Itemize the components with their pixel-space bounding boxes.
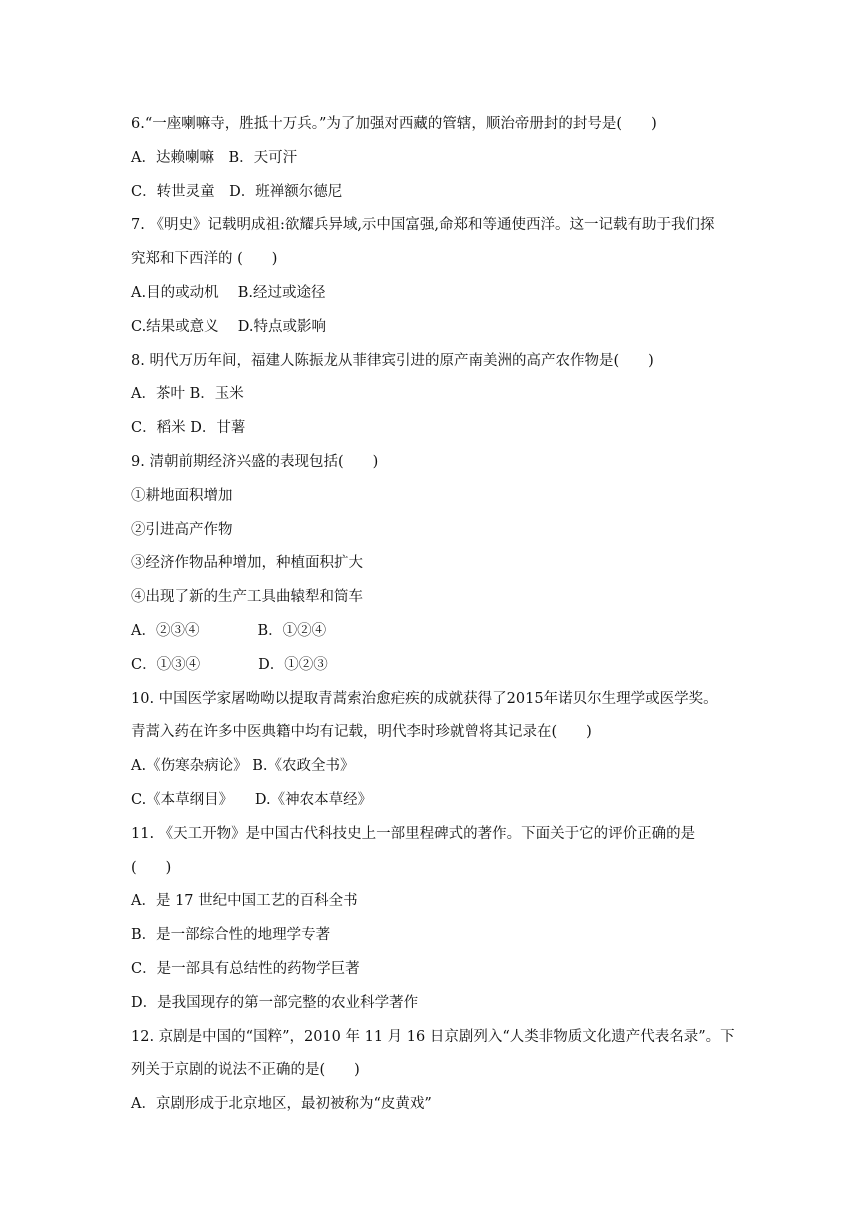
q8-options-ab: A．茶叶 B．玉米	[131, 386, 244, 403]
q9-item-2: ②引进高产作物	[131, 521, 233, 538]
q9-stem: 9. 清朝前期经济兴盛的表现包括( )	[131, 453, 379, 470]
q7-options-ab: A.目的或动机 B.经过或途径	[131, 284, 326, 301]
q9-item-4: ④出现了新的生产工具曲辕犁和筒车	[131, 589, 363, 606]
q12-stem-line2: 列关于京剧的说法不正确的是( )	[131, 1062, 360, 1079]
q7-stem-line2: 究郑和下西洋的 ( )	[131, 251, 278, 268]
q9-item-3: ③经济作物品种增加，种植面积扩大	[131, 555, 363, 572]
q12-stem-line1: 12. 京剧是中国的“国粹”，2010 年 11 月 16 日京剧列入“人类非物质文化遗产代表名录”。下	[131, 1028, 735, 1045]
q9-item-1: ①耕地面积增加	[131, 487, 233, 504]
q7-options-cd: C.结果或意义 D.特点或影响	[131, 318, 327, 335]
q9-options-cd: C．①③④ D．①②③	[131, 656, 328, 673]
q6-stem: 6.“一座喇嘛寺，胜抵十万兵。”为了加强对西藏的管辖，顺治帝册封的封号是( )	[131, 116, 657, 132]
q11-option-a: A．是 17 世纪中国工艺的百科全书	[131, 893, 358, 910]
q11-stem-line1: 11. 《天工开物》是中国古代科技史上一部里程碑式的著作。下面关于它的评价正确的是	[131, 825, 696, 842]
q8-options-cd: C．稻米 D．甘薯	[131, 420, 246, 437]
q10-stem-line1: 10. 中国医学家屠呦呦以提取青蒿索治愈疟疾的成就获得了2015年诺贝尔生理学或医学奖。	[131, 690, 718, 707]
q8-stem: 8. 明代万历年间，福建人陈振龙从菲律宾引进的原产南美洲的高产农作物是( )	[131, 352, 654, 369]
q10-options-cd: C.《本草纲目》 D.《神农本草经》	[131, 791, 373, 808]
q6-options-cd: C．转世灵童 D．班禅额尔德尼	[131, 183, 343, 200]
q11-option-d: D．是我国现存的第一部完整的农业科学著作	[131, 994, 419, 1011]
q11-stem-line2: ( )	[131, 859, 172, 876]
q10-options-ab: A.《伤寒杂病论》 B.《农政全书》	[131, 758, 355, 775]
q10-stem-line2: 青蒿入药在许多中医典籍中均有记载，明代李时珍就曾将其记录在( )	[131, 724, 592, 741]
question-text	[131, 108, 741, 1122]
q7-stem-line1: 7. 《明史》记载明成祖:欲耀兵异域,示中国富强,命郑和等通使西洋。这一记载有助于我们探	[131, 217, 715, 234]
q12-option-a: A．京剧形成于北京地区，最初被称为“皮黄戏”	[131, 1096, 432, 1113]
q11-option-b: B．是一部综合性的地理学专著	[131, 927, 331, 944]
q6-options-ab: A．达赖喇嘛 B．天可汗	[131, 149, 298, 166]
q9-options-ab: A．②③④ B．①②④	[131, 622, 327, 639]
q11-option-c: C．是一部具有总结性的药物学巨著	[131, 960, 360, 977]
